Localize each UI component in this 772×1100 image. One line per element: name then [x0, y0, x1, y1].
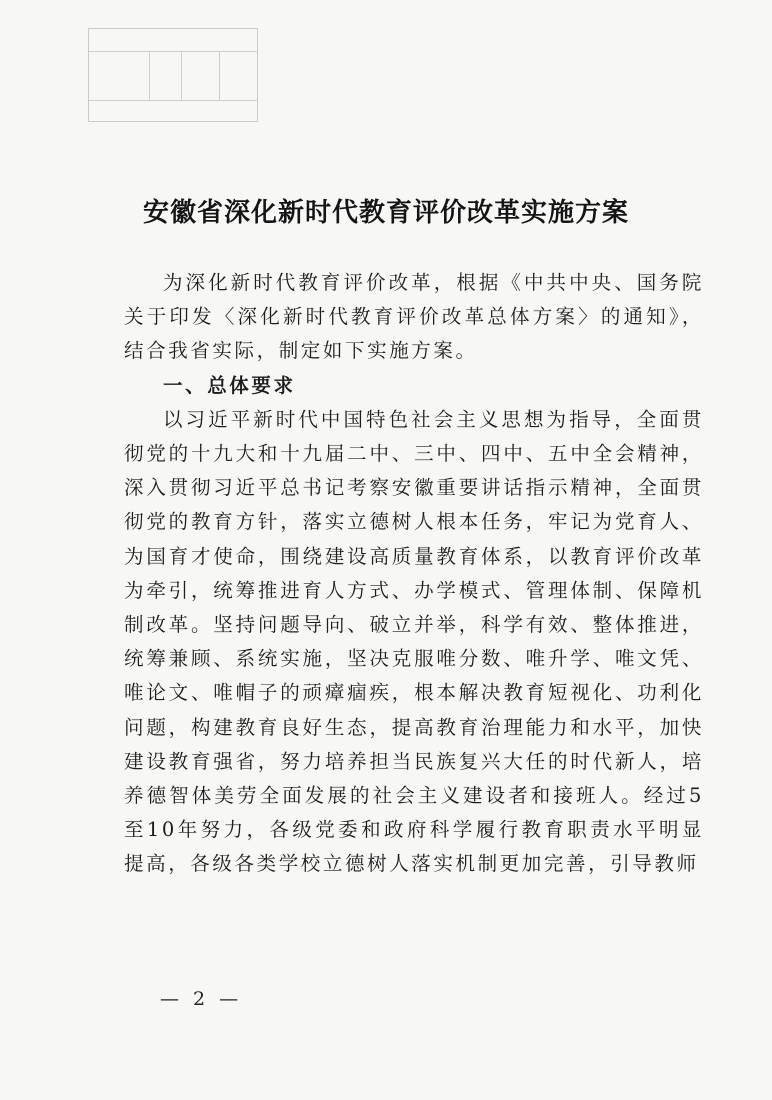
intro-paragraph: 为深化新时代教育评价改革，根据《中共中央、国务院关于印发〈深化新时代教育评价改革总体方案〉的通知》，结合我省实际，制定如下实施方案。 [124, 271, 704, 363]
document-title: 安徽省深化新时代教育评价改革实施方案 [142, 198, 629, 228]
page-number: — 2 — [160, 988, 243, 1010]
section-heading: 一、总体要求 [163, 373, 296, 397]
receipt-stamp [88, 28, 258, 122]
document-body [124, 266, 704, 882]
section-paragraph: 以习近平新时代中国特色社会主义思想为指导，全面贯彻党的十九大和十九届二中、三中、四中、五中全会精神，深入贯彻习近平总书记考察安徽重要讲话指示精神，全面贯彻党的教育方针，落实立德树人根本任务，牢记为党育人、为国育才使命，围绕建设高质量教育体系，以教育评价改革为牵引，统筹推进育人方式、办学模式、管理体制、保障机制改革。坚持问题导向、破立并举，科学有效、整体推进，统筹兼顾、系统实施，坚决克服唯分数、唯升学、唯文凭、唯论文、唯帽子的顽瘴痼疾，根本解决教育短视化、功利化问题，构建教育良好生态，提高教育治理能力和水平，加快建设教育强省，努力培养担当民族复兴大任的时代新人，培养德智体美劳全面发展的社会主义建设者和接班人。经过5至10年努力，各级党委和政府科学履行教育职责水平明显提高，各级各类学校立德树人落实机制更加完善，引导教师 [124, 407, 704, 876]
